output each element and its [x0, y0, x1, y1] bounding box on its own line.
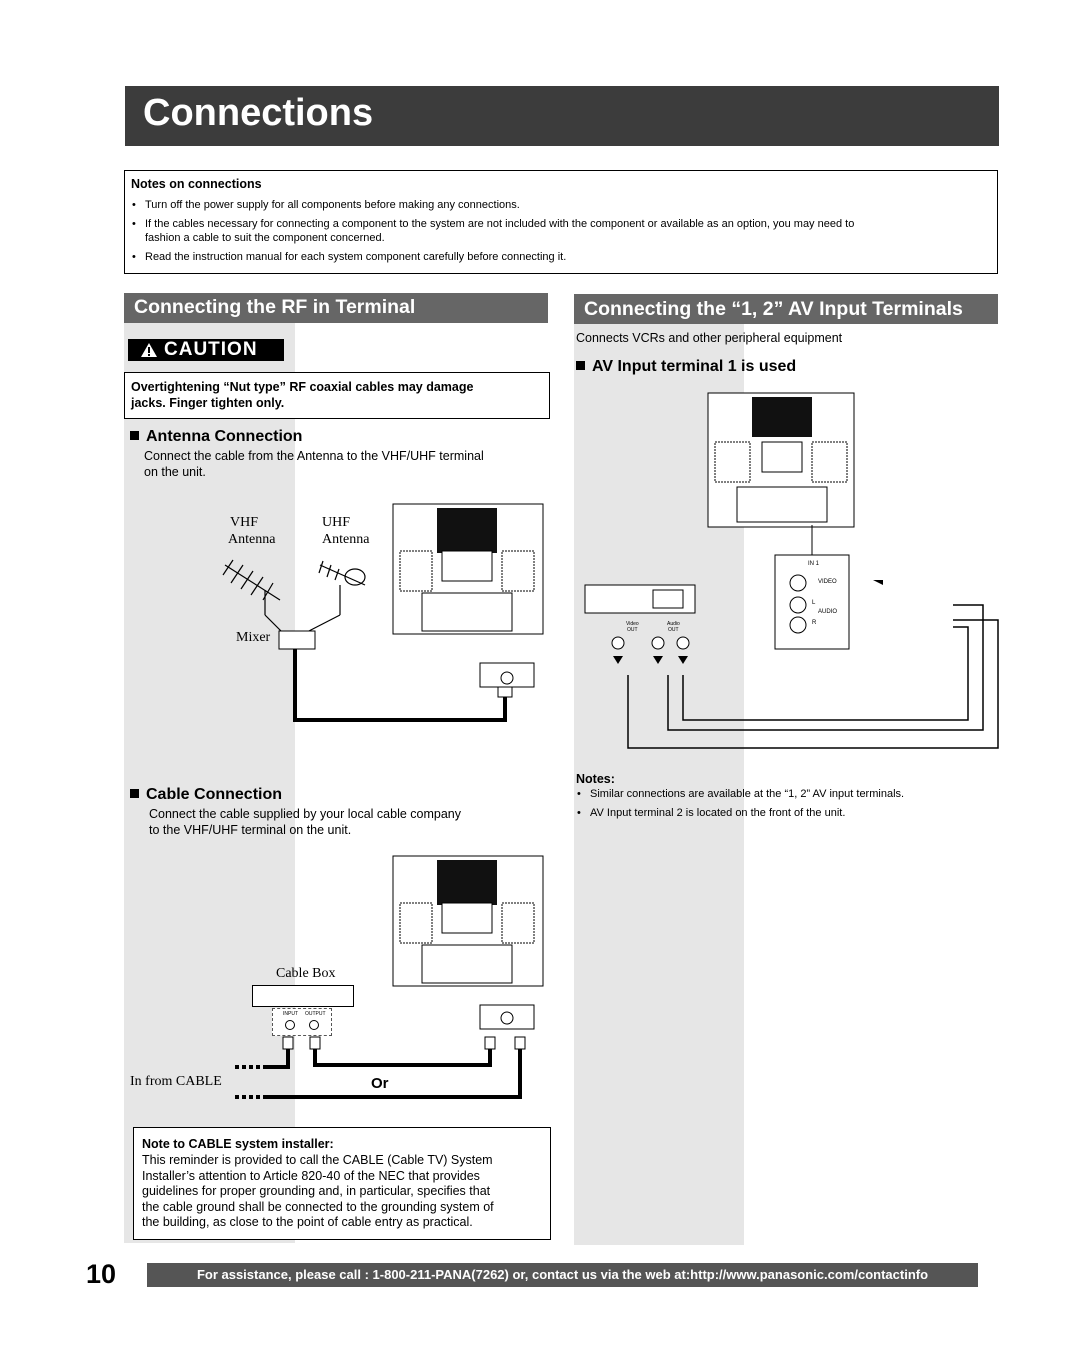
rf-section-heading — [124, 293, 548, 323]
uhf-antenna-label: Antenna — [322, 532, 370, 547]
page-title: Connections — [143, 92, 374, 134]
bullet-square-icon — [576, 361, 585, 370]
vcr-connection-diagram — [583, 580, 1003, 755]
caution-text-line: jacks. Finger tighten only. — [131, 396, 285, 410]
bullet-square-icon — [130, 431, 139, 440]
av-section-heading — [574, 294, 998, 324]
cable-installer-note-box — [133, 1127, 551, 1240]
cable-text: to the VHF/UHF terminal on the unit. — [149, 823, 352, 837]
l-label: L — [812, 600, 816, 606]
installer-line: the building, as close to the point of cable entry as practical. — [142, 1215, 473, 1230]
assistance-footer: For assistance, please call : 1-800-211-PANA(7262) or, contact us via the web at:http://www.panasonic.com/contactinfo — [147, 1263, 978, 1287]
av-terminal-heading: AV Input terminal 1 is used — [576, 358, 796, 376]
in-from-cable-label: In from CABLE — [130, 1074, 222, 1089]
tv-rear-diagram — [707, 392, 855, 532]
video-label: VIDEO — [818, 579, 837, 585]
uhf-label: UHF — [322, 515, 351, 530]
notes-on-connections-box — [124, 170, 998, 274]
av-heading-text: Connecting the “1, 2” AV Input Terminals — [584, 298, 963, 320]
vcr-audio-label: Audio — [667, 621, 680, 627]
input-port-icon — [285, 1020, 295, 1030]
input-port-label: INPUT — [283, 1011, 298, 1017]
rf-heading-text: Connecting the RF in Terminal — [134, 296, 416, 318]
tv-rear-diagram — [392, 503, 544, 689]
installer-line: guidelines for proper grounding and, in particular, specifies that — [142, 1184, 491, 1199]
cable-box-device — [252, 985, 354, 1007]
page-header-banner — [125, 86, 999, 146]
installer-line: the cable ground shall be connected to the grounding system of — [142, 1199, 494, 1214]
note-item-continued: fashion a cable to suit the component concerned. — [145, 232, 385, 244]
vhf-antenna-label: Antenna — [228, 532, 276, 547]
av-note-item: • Similar connections are available at the “1, 2” AV input terminals. — [577, 788, 905, 800]
vhf-label: VHF — [230, 515, 259, 530]
av-note-item: • AV Input terminal 2 is located on the front of the unit. — [577, 807, 846, 819]
bullet-square-icon — [130, 789, 139, 798]
in1-label: IN 1 — [808, 561, 820, 567]
cable-box-ports — [272, 1008, 332, 1036]
antenna-text: Connect the cable from the Antenna to the VHF/UHF terminal — [144, 449, 484, 463]
warning-icon — [140, 342, 158, 358]
vcr-out-label: OUT — [627, 627, 638, 633]
output-port-icon — [309, 1020, 319, 1030]
av-subtitle: Connects VCRs and other peripheral equipment — [576, 331, 843, 345]
notes-title: Notes on connections — [131, 177, 262, 191]
r-label: R — [812, 620, 817, 626]
av-notes-title: Notes: — [576, 772, 615, 786]
cable-wiring-diagram — [230, 1035, 530, 1105]
cable-box-label: Cable Box — [276, 966, 336, 981]
mixer-label: Mixer — [236, 630, 271, 645]
installer-note-title: Note to CABLE system installer: — [142, 1137, 334, 1151]
installer-line: This reminder is provided to call the CABLE (Cable TV) System — [142, 1153, 493, 1167]
installer-line: Installer’s attention to Article 820-40 of the NEC that provides — [142, 1168, 480, 1183]
cable-text: Connect the cable supplied by your local cable company — [149, 807, 461, 821]
note-item: • If the cables necessary for connecting a component to the system are not included with the component or available as an option, you may need to — [145, 217, 854, 231]
caution-text-box — [124, 372, 550, 419]
or-label: Or — [371, 1075, 389, 1092]
note-item: • Turn off the power supply for all components before making any connections. — [145, 198, 520, 212]
audio-label: AUDIO — [818, 609, 838, 615]
vcr-out-label: OUT — [668, 627, 679, 633]
page-number: 10 — [86, 1259, 117, 1289]
caution-badge — [128, 339, 284, 361]
tv-rear-diagram — [392, 855, 544, 1035]
vcr-video-label: Video — [626, 621, 639, 627]
output-port-label: OUTPUT — [305, 1011, 326, 1017]
installer-note-body — [142, 1153, 494, 1231]
caution-text-line: Overtightening “Nut type” RF coaxial cables may damage — [131, 380, 474, 394]
antenna-connection-heading: Antenna Connection — [130, 428, 302, 446]
antenna-text: on the unit. — [144, 465, 206, 479]
cable-connection-heading: Cable Connection — [130, 786, 282, 804]
note-item: • Read the instruction manual for each system component carefully before connecting it. — [145, 250, 566, 264]
caution-label: CAUTION — [164, 339, 258, 360]
